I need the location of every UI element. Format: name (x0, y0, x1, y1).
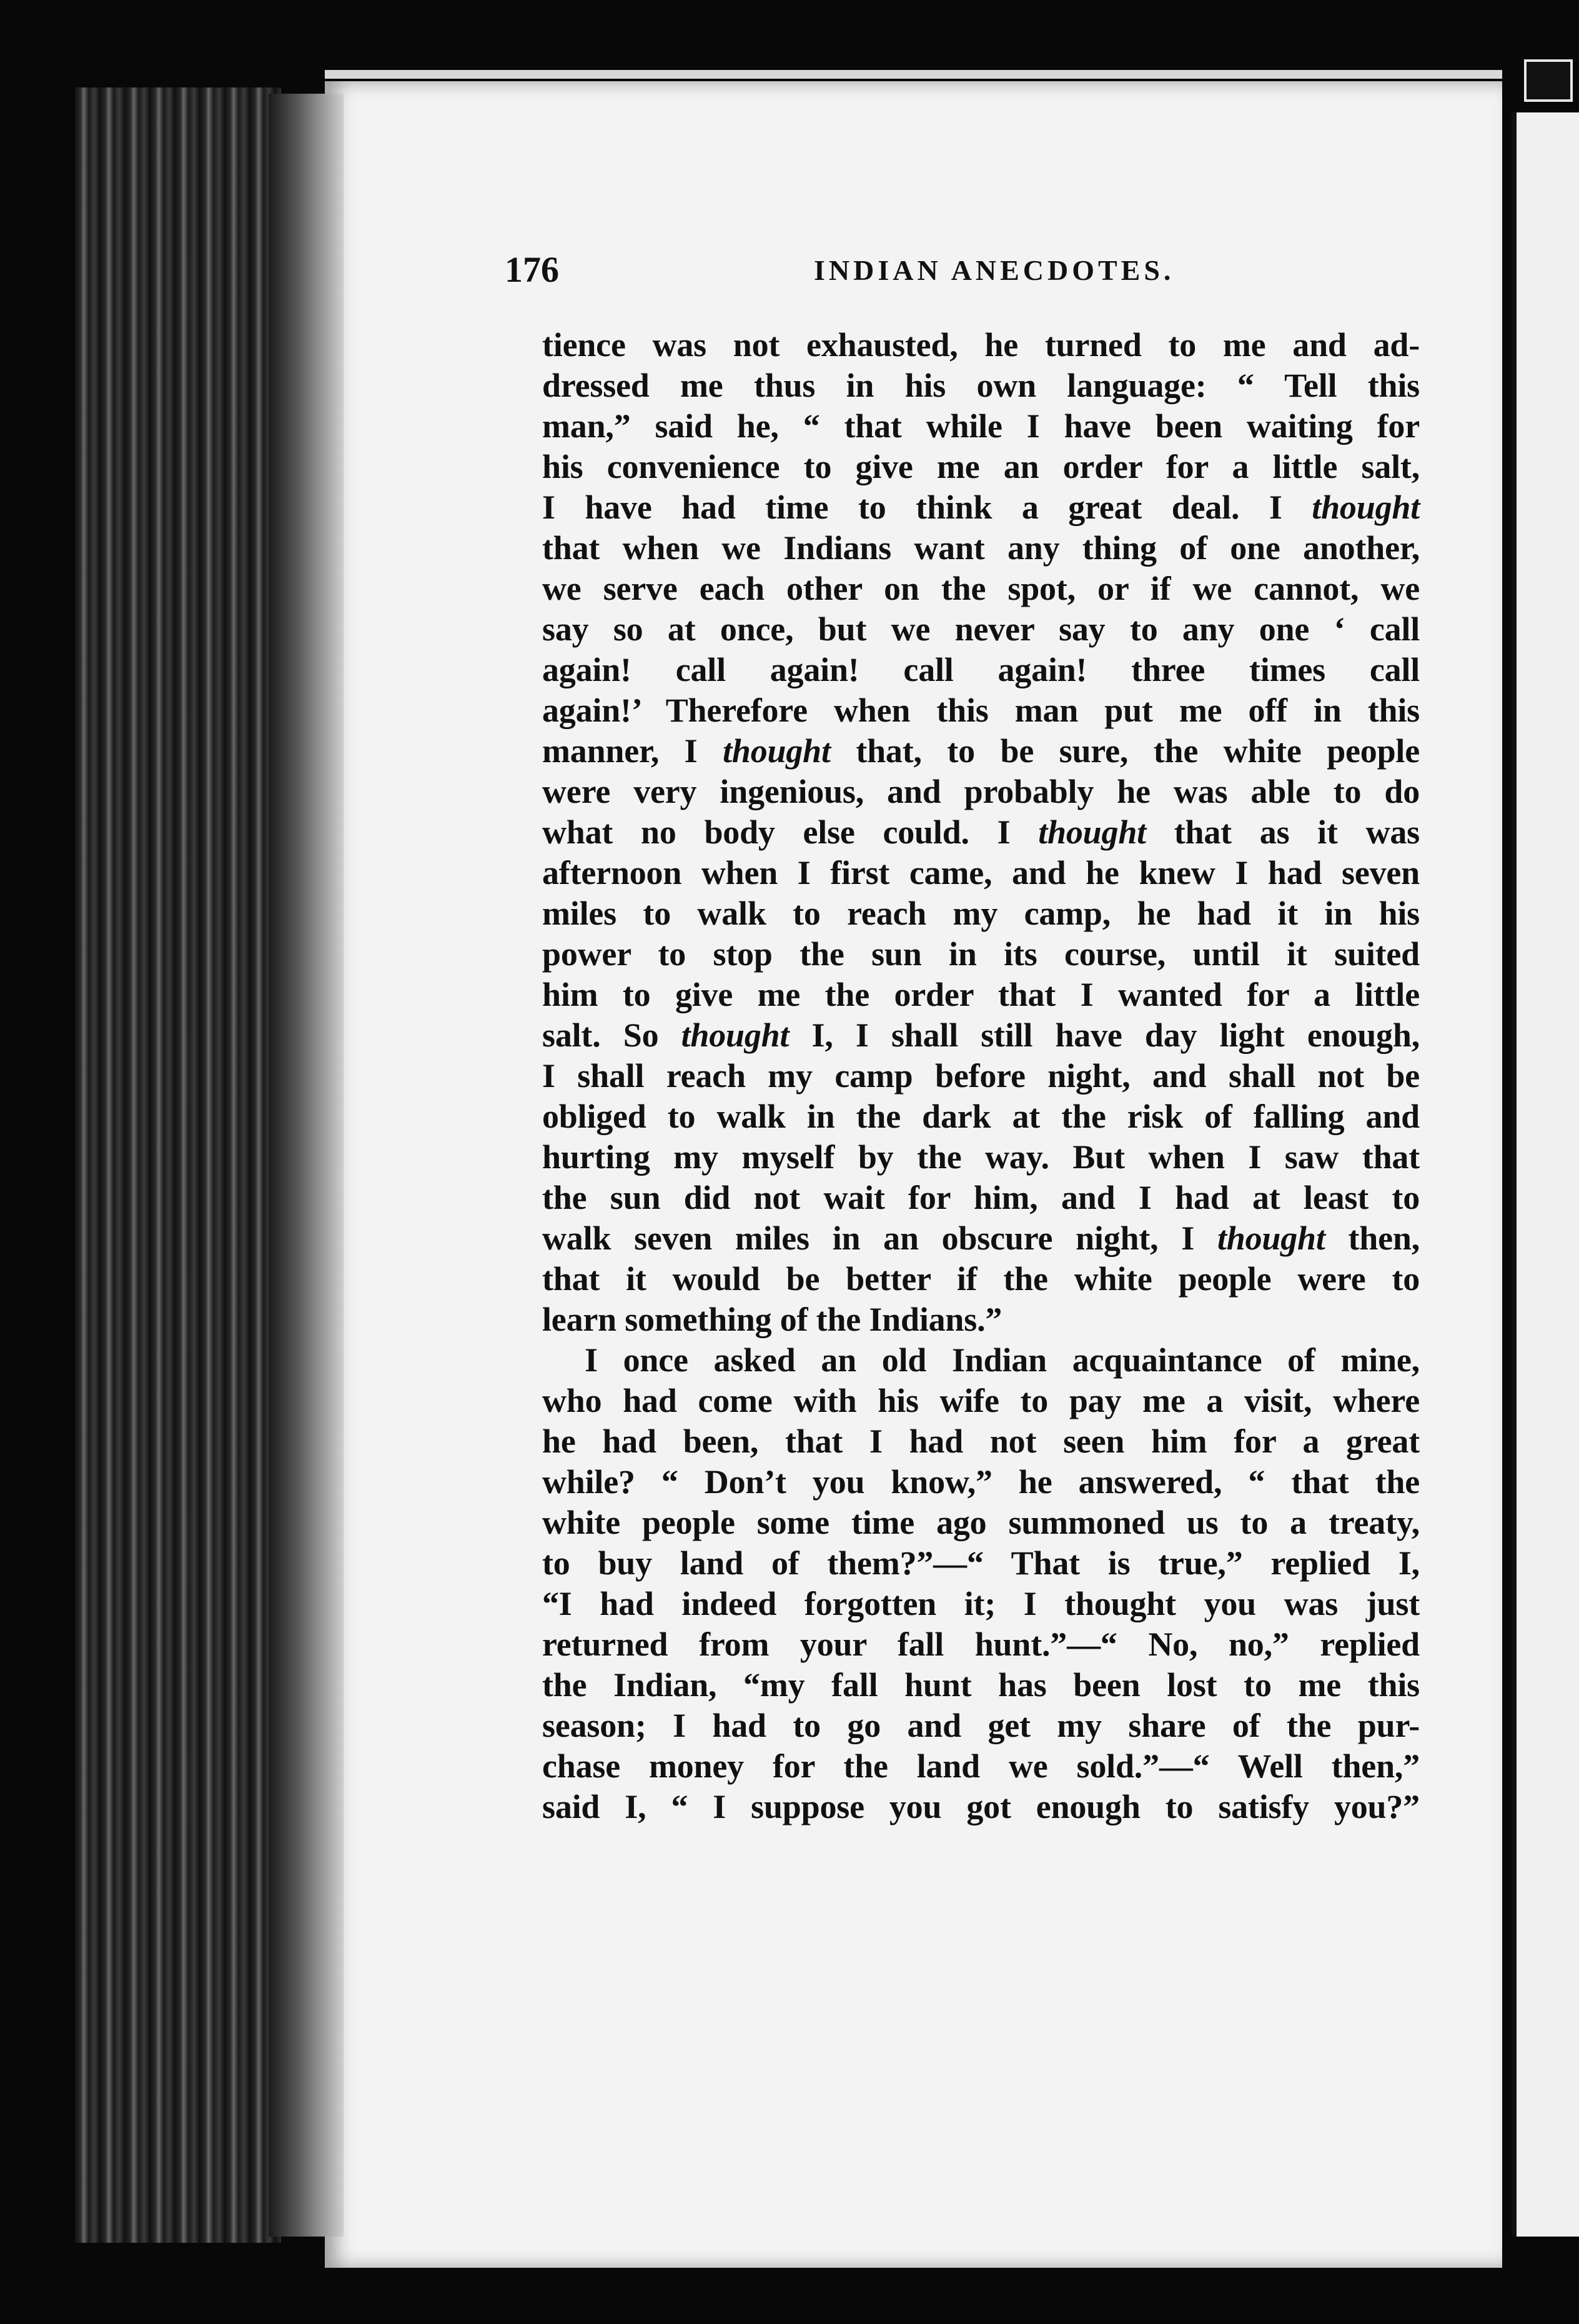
text-line (542, 365, 1420, 406)
line-text-before: salt. So (542, 1016, 681, 1054)
italic-word: thought (1217, 1219, 1325, 1257)
line-text: to buy land of them?”—“ That is true,” replied I, (542, 1544, 1420, 1582)
text-line (542, 1178, 1420, 1218)
text-line (542, 934, 1420, 975)
text-line (542, 853, 1420, 893)
line-text: who had come with his wife to pay me a visit, where (542, 1382, 1420, 1419)
text-line (542, 1259, 1420, 1299)
line-text: that when we Indians want any thing of one another, (542, 529, 1420, 567)
line-text: the Indian, “my fall hunt has been lost to me this (542, 1666, 1420, 1704)
text-line (542, 812, 1420, 853)
text-line (542, 1015, 1420, 1056)
line-text: tience was not exhausted, he turned to me and ad- (542, 326, 1420, 364)
line-text-before: manner, I (542, 732, 723, 770)
italic-word: thought (723, 732, 831, 770)
body-text (542, 325, 1420, 1827)
text-line (542, 609, 1420, 650)
text-line (542, 1218, 1420, 1259)
line-text: again! call again! call again! three times call (542, 651, 1420, 688)
text-line (542, 1096, 1420, 1137)
text-line (542, 1421, 1420, 1462)
line-text-after: then, (1325, 1219, 1420, 1257)
line-text: obliged to walk in the dark at the risk of falling and (542, 1098, 1420, 1135)
line-text: white people some time ago summoned us to a treaty, (542, 1504, 1420, 1541)
line-text-after: I, I shall still have day light enough, (789, 1016, 1420, 1054)
line-text: he had been, that I had not seen him for a great (542, 1423, 1420, 1460)
italic-word: thought (681, 1016, 790, 1054)
text-line (542, 1137, 1420, 1178)
line-text: the sun did not wait for him, and I had at least to (542, 1179, 1420, 1216)
line-text-before: I have had time to think a great deal. I (542, 489, 1312, 526)
page-top-edge (325, 70, 1502, 79)
text-line (542, 569, 1420, 609)
line-text: learn something of the Indians.” (542, 1301, 1002, 1338)
line-text-before: what no body else could. I (542, 813, 1039, 851)
text-line (542, 731, 1420, 772)
line-text: power to stop the sun in its course, until it suited (542, 935, 1420, 973)
text-line (542, 1665, 1420, 1706)
line-text: his convenience to give me an order for a little salt, (542, 448, 1420, 485)
text-line (542, 528, 1420, 569)
line-text: miles to walk to reach my camp, he had it in his (542, 895, 1420, 932)
text-line (542, 1543, 1420, 1584)
line-text-after: that as it was (1146, 813, 1420, 851)
text-line (542, 975, 1420, 1015)
line-text: that it would be better if the white people were to (542, 1260, 1420, 1298)
running-head: INDIAN ANECDOTES. (814, 254, 1175, 286)
line-text: while? “ Don’t you know,” he answered, “ that the (542, 1463, 1420, 1501)
text-line (542, 650, 1420, 690)
text-line (542, 1299, 1420, 1340)
page-header (505, 249, 1426, 292)
text-line (542, 772, 1420, 812)
line-text: said I, “ I suppose you got enough to satisfy you?” (542, 1788, 1420, 1825)
line-text: say so at once, but we never say to any one ‘ call (542, 610, 1420, 648)
line-text: man,” said he, “ that while I have been waiting for (542, 407, 1420, 445)
facing-page-edge (1512, 112, 1579, 2237)
line-text: chase money for the land we sold.”—“ Well then,” (542, 1747, 1420, 1785)
line-text-before: walk seven miles in an obscure night, I (542, 1219, 1217, 1257)
line-text-after: that, to be sure, the white people (830, 732, 1420, 770)
italic-word: thought (1038, 813, 1146, 851)
text-line (542, 1056, 1420, 1096)
text-line (542, 1462, 1420, 1502)
line-text: I shall reach my camp before night, and shall not be (542, 1057, 1420, 1095)
italic-word: thought (1312, 489, 1420, 526)
text-line (542, 447, 1420, 487)
line-text: were very ingenious, and probably he was able to do (542, 773, 1420, 810)
text-line (542, 1624, 1420, 1665)
line-text: we serve each other on the spot, or if we cannot, we (542, 570, 1420, 607)
text-line (542, 1787, 1420, 1827)
text-line (542, 325, 1420, 365)
text-line (542, 1340, 1420, 1381)
scan-corner-mark (1524, 59, 1573, 102)
line-text: afternoon when I first came, and he knew I had seven (542, 854, 1420, 891)
line-text: season; I had to go and get my share of the pur- (542, 1707, 1420, 1744)
text-line (542, 1746, 1420, 1787)
line-text: hurting my myself by the way. But when I saw that (542, 1138, 1420, 1176)
line-text: I once asked an old Indian acquaintance of mine, (585, 1341, 1420, 1379)
book-spine-edge (75, 87, 281, 2243)
line-text: again!’ Therefore when this man put me off in this (542, 692, 1420, 729)
text-line (542, 406, 1420, 447)
text-line (542, 1584, 1420, 1624)
page-gutter-shadow (269, 94, 344, 2237)
text-line (542, 690, 1420, 731)
text-line (542, 487, 1420, 528)
text-line (542, 1502, 1420, 1543)
text-line (542, 1706, 1420, 1746)
page-number: 176 (505, 249, 559, 290)
line-text: him to give me the order that I wanted for a little (542, 976, 1420, 1013)
line-text: returned from your fall hunt.”—“ No, no,” replied (542, 1626, 1420, 1663)
text-line (542, 893, 1420, 934)
line-text: dressed me thus in his own language: “ Tell this (542, 367, 1420, 404)
text-line (542, 1381, 1420, 1421)
line-text: “I had indeed forgotten it; I thought you was just (542, 1585, 1420, 1622)
